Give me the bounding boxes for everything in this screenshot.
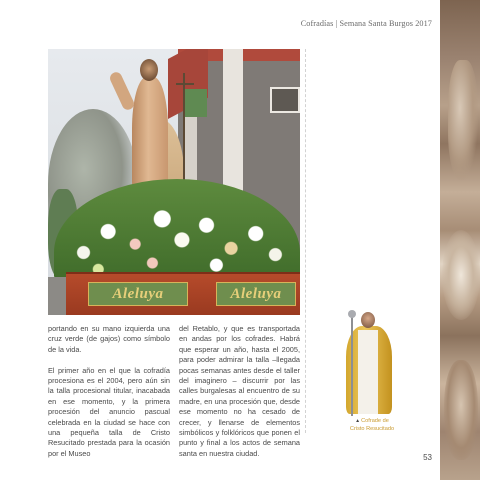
paragraph: del Retablo, y que es transportada en andas por los cofrades. Habrá que esperar un año, hasta el 2005, para poder admirar la talla –llegada pocas semanas antes desde el taller del imaginero – discurrir por las calles burgalesas al encuentro de su madre, en una procesión que, desde ese momento no ha cesado de crecer, y llenarse de elementos simbólicos y folklóricos que ponen el punto y final a los actos de semana santa en nuestra ciudad. [179,324,300,458]
procession-float-photo [48,49,300,315]
body-column-2 [179,324,300,470]
cofrade-figure [344,308,394,416]
float-plaque-left: Aleluya [88,282,188,306]
running-header: Cofradías | Semana Santa Burgos 2017 [300,19,432,28]
caption-line-1: Cofrade de [361,418,389,424]
column-divider [305,49,306,433]
float-base [66,272,300,315]
float-plaque-right: Aleluya [216,282,296,306]
paragraph: El primer año en el que la cofradía procesiona es el 2004, pero aún sin la talla procesional titular, inacabada en ese momento, y la primera procesión del anuncio pascual celebrada en la ciudad se hace con una pequeña talla de Cristo Resucitado prestada para la ocasión por el Museo [48,365,170,458]
side-artwork-strip [440,0,480,480]
page-number: 53 [423,453,432,462]
body-column-1 [48,324,170,470]
figure-caption [334,418,410,433]
caption-line-2: Cristo Resucitado [349,425,395,432]
paragraph: portando en su mano izquierda una cruz verde (de gajos) como símbolo de la vida. [48,324,170,354]
caption-triangle-icon: ▲ [355,418,361,424]
